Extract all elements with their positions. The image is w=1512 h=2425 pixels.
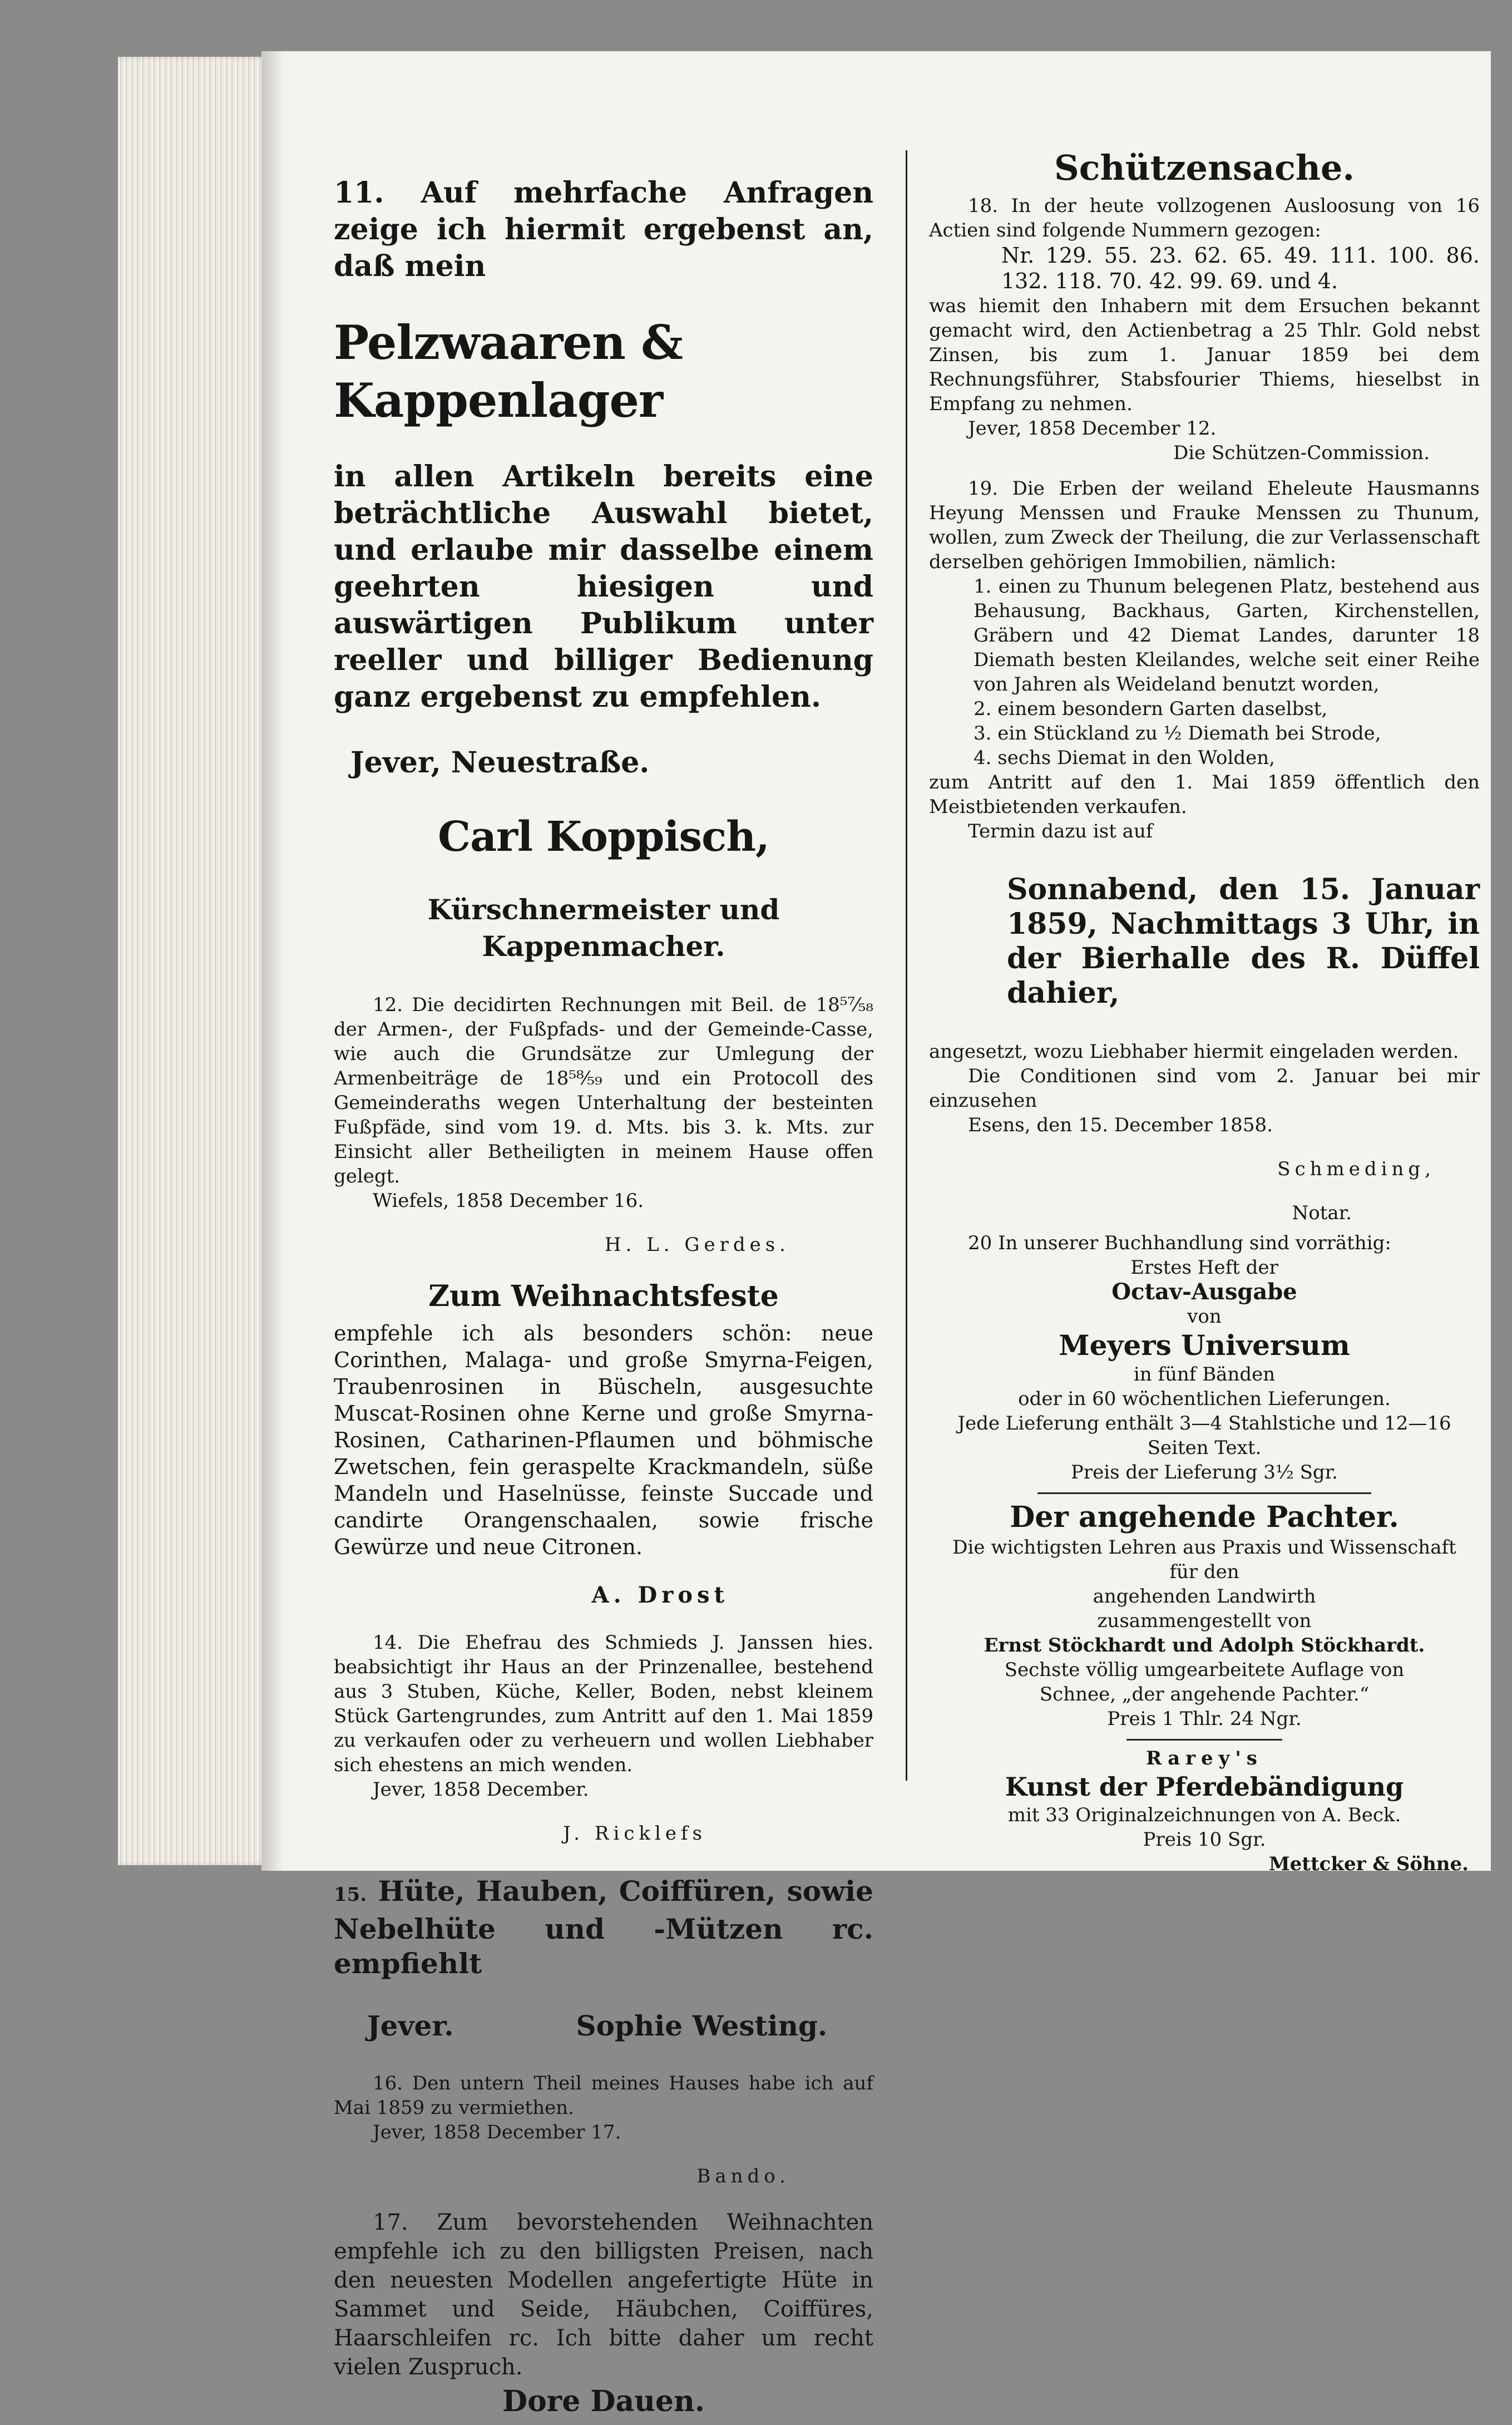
list-item: 4. sechs Diemat in den Wolden,: [974, 747, 1275, 769]
ad-15: [334, 1874, 873, 2043]
list-item: 3. ein Stückland zu ½ Diemath bei Strode,: [974, 722, 1381, 745]
ad-title: Zum Weihnachtsfeste: [428, 1279, 779, 1313]
ad-headline: Pelzwaaren & Kappenlager: [334, 315, 683, 428]
book-line: in fünf Bänden: [1133, 1363, 1276, 1386]
ad-signature: J. Ricklefs: [563, 1822, 706, 1845]
ad-16: [334, 2071, 873, 2189]
book-price: Preis der Lieferung 3½ Sgr.: [1070, 1461, 1338, 1483]
ad-name: Carl Koppisch,: [438, 813, 769, 861]
book-title: Der angehende Pachter.: [1010, 1500, 1399, 1534]
ad-signature: Bando.: [696, 2165, 790, 2187]
book-line: Schnee, „der angehende Pachter.“: [1039, 1683, 1370, 1706]
ad-intro: Auf mehrfache Anfragen zeige ich hiermit ergebenst an, daß mein: [334, 176, 873, 283]
section-title: Schützensache.: [1054, 147, 1355, 188]
ad-20: [929, 1231, 1480, 1876]
ad-number: 15.: [334, 1884, 367, 1906]
ad-signature: A. Drost: [591, 1582, 729, 1608]
ad-signature: Schmeding,: [1277, 1158, 1435, 1180]
book-price: Preis 1 Thlr. 24 Ngr.: [1107, 1708, 1302, 1730]
ad-13: [334, 1276, 873, 1608]
ad-trade: Kürschnermeister und Kappenmacher.: [427, 893, 780, 963]
ad-text: 16. Den untern Theil meines Hauses habe ich auf Mai 1859 zu vermiethen.: [334, 2072, 873, 2119]
book-line: Jede Lieferung enthält 3—4 Stahlstiche und 12—16 Seiten Text.: [957, 1412, 1451, 1459]
ad-17: [334, 2208, 873, 2422]
ad-date: Jever, 1858 December 12.: [968, 417, 1217, 440]
book-page-edges: [118, 57, 279, 1865]
ad-place: Jever.: [367, 2009, 454, 2042]
ad-text: empfehle ich als besonders schön: neue Corinthen, Malaga- und große Smyrna-Feigen, Traubenrosinen in Büscheln, ausgesuchte Muscat-Rosinen ohne Kerne und große Smyrna-Rosinen, Catharinen-Pflaumen und böhmische Zwetschen, fein geraspelte Krackmandeln, süße Mandeln und Haselnüsse, feinste Succade und candirte Orangenschaalen, sowie frische Gewürze und neue Citronen.: [334, 1321, 873, 1559]
right-column: [929, 146, 1480, 1876]
ad-body: in allen Artikeln bereits eine beträchtliche Auswahl bietet, und erlaube mir dasselbe einem geehrten hiesigen und auswärtigen Publikum unter reeller und billiger Bedienung ganz ergebenst zu empfehlen.: [334, 460, 873, 714]
book-line: angehenden Landwirth: [1093, 1585, 1316, 1608]
ad-text: 20 In unserer Buchhandlung sind vorräthig:: [968, 1232, 1391, 1254]
ad-signature: H. L. Gerdes.: [604, 1234, 790, 1256]
book-line: Erstes Heft der: [1130, 1256, 1278, 1279]
ad-date: Wiefels, 1858 December 16.: [373, 1190, 644, 1212]
ad-text-2: was hiemit den Inhabern mit dem Ersuchen bekannt gemacht wird, den Actienbetrag a 25 Thlr. Gold nebst Zinsen, bis zum 1. Januar 1859 bei dem Rechnungsführer, Stabsfourier Thiems, hieselbst in Empfang zu nehmen.: [929, 295, 1480, 415]
book-author: Rarey's: [1146, 1747, 1263, 1770]
ad-number: 11.: [334, 176, 384, 210]
book-title: Meyers Universum: [1059, 1329, 1350, 1362]
ad-text: Hüte, Hauben, Coiffüren, sowie Nebelhüte und -Mützen rc. empfiehlt: [334, 1875, 873, 1980]
ad-18: [929, 146, 1480, 465]
publisher: Mettcker & Söhne.: [1269, 1853, 1469, 1875]
list-item: 2. einem besondern Garten daselbst,: [974, 698, 1328, 720]
ad-text-2: zum Antritt auf den 1. Mai 1859 öffentlich den Meistbietenden verkaufen.: [929, 771, 1480, 818]
book-line: zusammengestellt von: [1097, 1610, 1312, 1632]
rule: [1037, 1492, 1371, 1494]
book-edition: Octav-Ausgabe: [1111, 1279, 1297, 1305]
ad-name: Sophie Westing.: [576, 2009, 828, 2042]
ad-text: 19. Die Erben der weiland Eheleute Hausmanns Heyung Menssen und Frauke Menssen zu Thunum, wollen, zum Zweck der Theilung, die zur Verlassenschaft derselben gehörigen Immobilien, nämlich:: [929, 477, 1480, 573]
ad-12: [334, 993, 873, 1258]
termin-date: Sonnabend, den 15. Januar 1859, Nachmittags 3 Uhr, in der Bierhalle des R. Düffel dahier,: [1007, 873, 1480, 1010]
book-line: für den: [1169, 1561, 1239, 1583]
book-line: mit 33 Originalzeichnungen von A. Beck.: [1007, 1804, 1401, 1826]
ad-place: Jever, Neuestraße.: [350, 746, 650, 780]
column-divider: [906, 150, 907, 1781]
ad-signature: Die Schützen-Commission.: [1173, 442, 1430, 464]
left-column: [334, 146, 873, 2425]
ad-date: Jever, 1858 December.: [373, 1778, 589, 1801]
gutter-shadow: [261, 51, 284, 1871]
drawn-numbers: Nr. 129. 55. 23. 62. 65. 49. 111. 100. 86. 132. 118. 70. 42. 99. 69. und 4.: [1001, 243, 1480, 293]
ad-text: 12. Die decidirten Rechnungen mit Beil. de 18⁵⁷⁄₅₈ der Armen-, der Fußpfads- und der Gemeinde-Casse, wie auch die Grundsätze zur Umlegung der Armenbeiträge de 18⁵⁸⁄₅₉ und ein Protocoll des Gemeinderaths wegen Unterhaltung der besteinten Fußpfäde, sind vom 19. d. Mts. bis 3. k. Mts. zur Einsicht aller Betheiligten in meinem Hause offen gelegt.: [334, 994, 873, 1187]
termin-label: Termin dazu ist auf: [968, 820, 1153, 842]
book-line: von: [1187, 1305, 1222, 1328]
ad-11: [334, 175, 873, 965]
ad-date: Esens, den 15. December 1858.: [968, 1114, 1273, 1136]
rule: [1126, 1739, 1282, 1741]
ad-text-4: Die Conditionen sind vom 2. Januar bei mir einzusehen: [929, 1065, 1480, 1112]
list-item: 1. einen zu Thunum belegenen Platz, bestehend aus Behausung, Backhaus, Garten, Kirchenstellen, Gräbern und 42 Diemat Landes, darunter 18 Diemath besten Kleilandes, welche seit einer Reihe von Jahren als Weideland benutzt worden,: [974, 575, 1480, 696]
book-price: Preis 10 Sgr.: [1143, 1828, 1266, 1851]
ad-19: [929, 476, 1480, 1225]
ad-role: Notar.: [1292, 1202, 1352, 1224]
ad-date: Jever, 1858 December 17.: [373, 2121, 621, 2143]
book-line: oder in 60 wöchentlichen Lieferungen.: [1018, 1388, 1391, 1410]
ad-name: Dore Dauen.: [502, 2384, 705, 2418]
book-authors: Ernst Stöckhardt und Adolph Stöckhardt.: [984, 1634, 1425, 1657]
book-line: Sechste völlig umgearbeitete Auflage von: [1004, 1659, 1405, 1681]
ad-text: 17. Zum bevorstehenden Weihnachten empfehle ich zu den billigsten Preisen, nach den neuesten Modellen angefertigte Hüte in Sammet und Seide, Häubchen, Coiffüres, Haarschleifen rc. Ich bitte daher um recht vielen Zuspruch.: [334, 2210, 873, 2380]
ad-14: [334, 1630, 873, 1846]
book-title: Kunst der Pferdebändigung: [1005, 1772, 1404, 1802]
ad-text: 18. In der heute vollzogenen Ausloosung von 16 Actien sind folgende Nummern gezogen:: [929, 195, 1480, 241]
ad-text-3: angesetzt, wozu Liebhaber hiermit eingeladen werden.: [929, 1041, 1459, 1063]
ad-text: 14. Die Ehefrau des Schmieds J. Janssen hies. beabsichtigt ihr Haus an der Prinzenallee, bestehend aus 3 Stuben, Küche, Keller, Boden, nebst kleinem Stück Gartengrundes, zum Antritt auf den 1. Mai 1859 zu verkaufen oder zu verheuern und wollen Liebhaber sich ehestens an mich wenden.: [334, 1632, 873, 1776]
book-line: Die wichtigsten Lehren aus Praxis und Wissenschaft: [952, 1536, 1456, 1559]
